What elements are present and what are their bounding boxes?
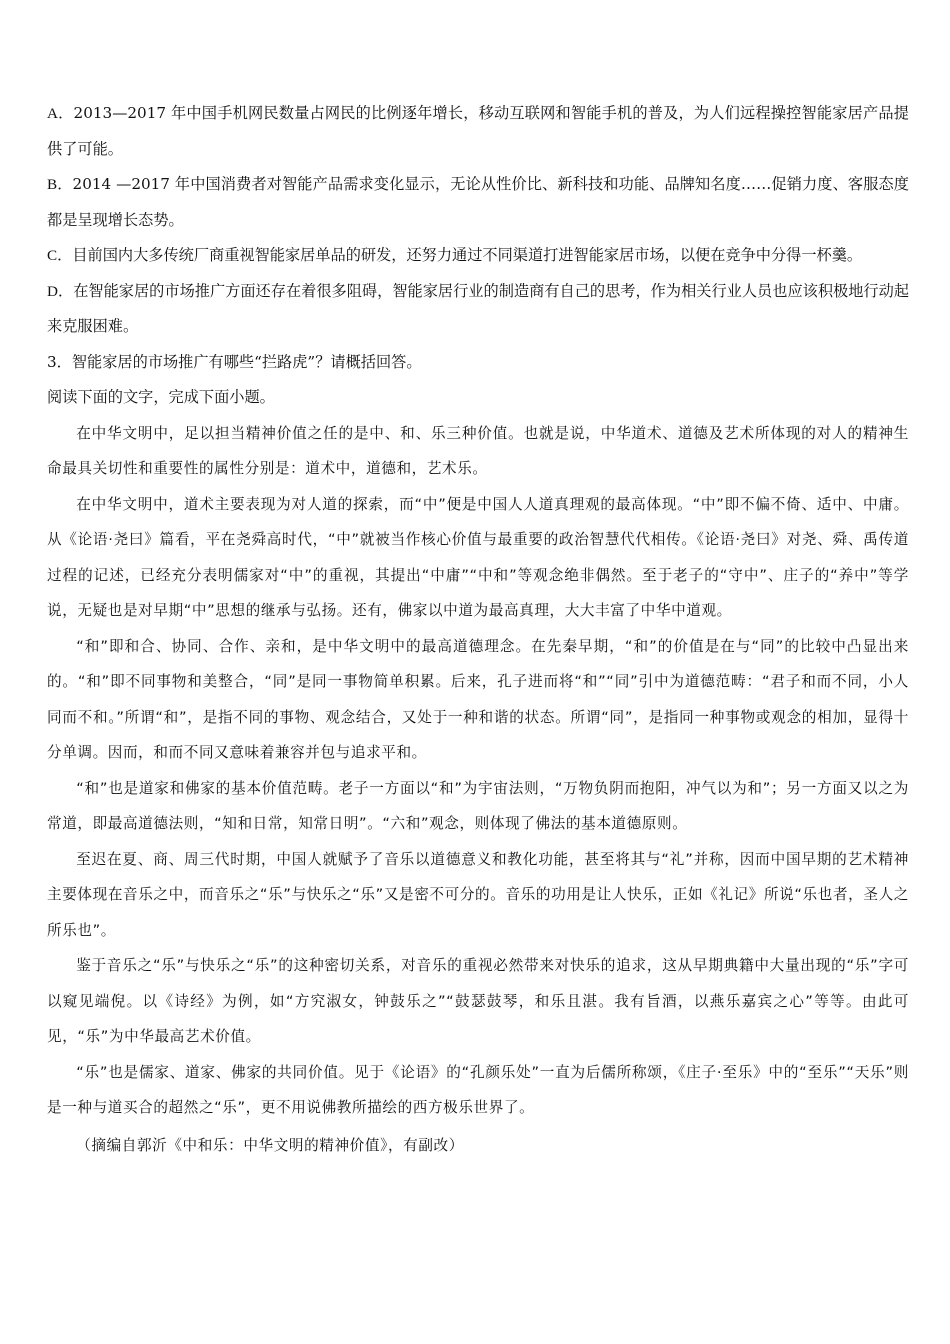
- passage-paragraph-7: “乐”也是儒家、道家、佛家的共同价值。见于《论语》的“孔颜乐处”一直为后儒所称颂，《庄子·至乐》中的“至乐”“天乐”则是一种与道买合的超然之“乐”，更不用说佛教所描绘的西方极乐世界了。: [47, 1063, 909, 1116]
- source-citation: （摘编自郭沂《中和乐：中华文明的精神价值》，有副改）: [76, 1136, 464, 1154]
- option-b-text: 2014 —2017 年中国消费者对智能产品需求变化显示，无论从性价比、新科技和功能、品牌知名度……促销力度、客服态度都是呈现增长态势。: [47, 175, 909, 229]
- question-3: 3．智能家居的市场推广有哪些“拦路虎”？请概括回答。: [47, 352, 422, 371]
- option-d-text: 在智能家居的市场推广方面还存在着很多阻碍，智能家居行业的制造商有自己的思考，作为相关行业人员也应该积极地行动起来克服困难。: [47, 281, 910, 335]
- document-page: [47, 96, 909, 1163]
- option-b-letter: B．: [47, 176, 73, 193]
- passage-paragraph-1: 在中华文明中，足以担当精神价值之任的是中、和、乐三种价值。也就是说，中华道术、道德及艺术所体现的对人的精神生命最具关切性和重要性的属性分别是：道术中，道德和，艺术乐。: [47, 424, 909, 477]
- option-c: [47, 238, 909, 274]
- option-c-text: 目前国内大多传统厂商重视智能家居单品的研发，还努力通过不同渠道打进智能家居市场，以便在竞争中分得一杯羹。: [72, 246, 863, 264]
- option-a-letter: A．: [47, 105, 74, 122]
- option-b: [47, 167, 909, 238]
- reading-instruction: 阅读下面的文字，完成下面小题。: [47, 388, 275, 406]
- passage-paragraph-4: “和”也是道家和佛家的基本价值范畴。老子一方面以“和”为宇宙法则，“万物负阴而抱阳，冲气以为和”；另一方面又以之为常道，即最高道德法则，“知和日常，知常日明”。“六和”观念，则体现了佛法的基本道德原则。: [47, 779, 909, 832]
- passage-paragraph-6: 鉴于音乐之“乐”与快乐之“乐”的这种密切关系，对音乐的重视必然带来对快乐的追求，这从早期典籍中大量出现的“乐”字可以窥见端倪。以《诗经》为例，如“方究淑女，钟鼓乐之”“鼓瑟鼓琴，和乐且湛。我有旨酒，以燕乐嘉宾之心”等等。由此可见，“乐”为中华最高艺术价值。: [47, 957, 909, 1045]
- option-a-text: 2013—2017 年中国手机网民数量占网民的比例逐年增长，移动互联网和智能手机的普及，为人们远程操控智能家居产品提供了可能。: [47, 104, 909, 158]
- option-c-letter: C．: [47, 247, 73, 264]
- option-d-letter: D．: [47, 282, 74, 300]
- passage-paragraph-2: 在中华文明中，道术主要表现为对人道的探索，而“中”便是中国人人道真理观的最高体现。“中”即不偏不倚、适中、中庸。从《论语·尧曰》篇看，平在尧舜高时代，“中”就被当作核心价值与最重要的政治智慧代代相传。《论语·尧曰》对尧、舜、禹传道过程的记述，已经充分表明儒家对“中”的重视，其提出“中庸”“中和”等观念绝非偶然。至于老子的“守中”、庄子的“养中”等学说，无疑也是对早期“中”思想的继承与弘扬。还有，佛家以中道为最高真理，大大丰富了中华中道观。: [47, 495, 909, 619]
- passage-paragraph-3: “和”即和合、协同、合作、亲和，是中华文明中的最高道德理念。在先秦早期，“和”的价值是在与“同”的比较中凸显出来的。“和”即不同事物和美整合，“同”是同一事物简单积累。后来，孔子进而将“和”“同”引中为道德范畴：“君子和而不同，小人同而不和。”所谓“和”，是指不同的事物、观念结合，又处于一种和谐的状态。所谓“同”，是指同一种事物或观念的相加，显得十分单调。因而，和而不同又意味着兼容并包与追求平和。: [47, 637, 909, 761]
- option-a: [47, 96, 909, 167]
- option-d: [47, 274, 909, 345]
- passage-paragraph-5: 至迟在夏、商、周三代时期，中国人就赋予了音乐以道德意义和教化功能，甚至将其与“礼”并称，因而中国早期的艺术精神主要体现在音乐之中，而音乐之“乐”与快乐之“乐”又是密不可分的。音乐的功用是让人快乐，正如《礼记》所说“乐也者，圣人之所乐也”。: [47, 850, 909, 939]
